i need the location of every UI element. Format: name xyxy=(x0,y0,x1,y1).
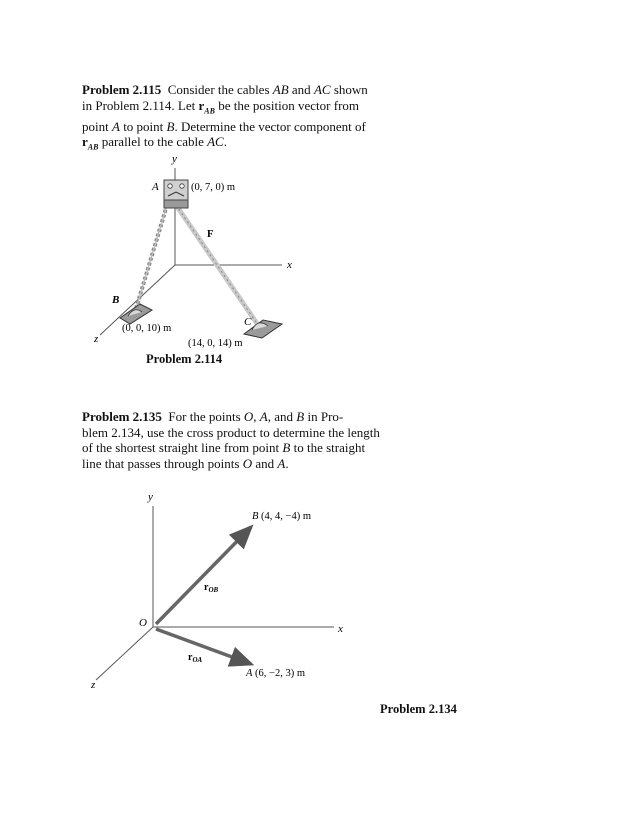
origin-o-label: O xyxy=(139,617,147,629)
figure-2-114-caption: Problem 2.114 xyxy=(146,352,223,366)
problem-2-135-number: Problem 2.135 xyxy=(82,409,162,424)
axis-y-label-134: y xyxy=(148,491,153,503)
point-b-coords-114: (0, 0, 10) m xyxy=(122,323,172,334)
problem-2-135-line-2: blem 2.134, use the cross product to determine the length xyxy=(82,424,380,440)
point-b-label-114: B xyxy=(112,294,120,306)
problem-2-135-line-1: Problem 2.135 For the points O, A, and B in Pro- xyxy=(82,409,344,424)
point-a-label-134: A (6, −2, 3) m xyxy=(246,668,306,679)
point-a-label-114: A xyxy=(152,181,159,193)
vector-r-oa xyxy=(156,629,251,664)
z-axis-134 xyxy=(96,627,153,680)
r-oa-label: $r_{OA}$ xyxy=(188,652,203,664)
axis-x-label-134: x xyxy=(338,623,343,635)
axis-z-label-134: z xyxy=(91,679,96,691)
point-c-coords-114: (14, 0, 14) m xyxy=(188,338,243,349)
figure-2-134-caption: Problem 2.134 xyxy=(380,702,457,716)
point-b-label-134: B (4, 4, −4) m xyxy=(252,511,312,522)
point-c-label-114: C xyxy=(244,316,252,328)
problem-2-115-line-2: in Problem 2.114. Let $r_{AB}$ be the position vector from xyxy=(82,97,360,116)
problem-2-135-line-4: line that passes through points O and A. xyxy=(82,455,289,471)
problem-2-115-line-1: Problem 2.115 Consider the cables AB and AC shown xyxy=(82,82,368,97)
force-label-f: F xyxy=(207,229,214,240)
axis-x-label-114: x xyxy=(287,259,292,271)
problem-2-115-number: Problem 2.115 xyxy=(82,82,162,97)
axis-y-label-114: y xyxy=(172,153,177,165)
r-ob-label: $r_{OB}$ xyxy=(204,582,219,594)
axis-z-label-114: z xyxy=(94,333,99,345)
vector-r-ob xyxy=(156,527,251,624)
point-a-coords-114: (0, 7, 0) m xyxy=(191,182,236,193)
problem-2-115-line-4: $r_{AB}$ parallel to the cable AC. xyxy=(82,134,227,152)
problem-2-135-line-3: of the shortest straight line from point B to the straight xyxy=(82,440,366,456)
problem-2-115-line-3: point A to point B. Determine the vector component of xyxy=(82,118,366,134)
